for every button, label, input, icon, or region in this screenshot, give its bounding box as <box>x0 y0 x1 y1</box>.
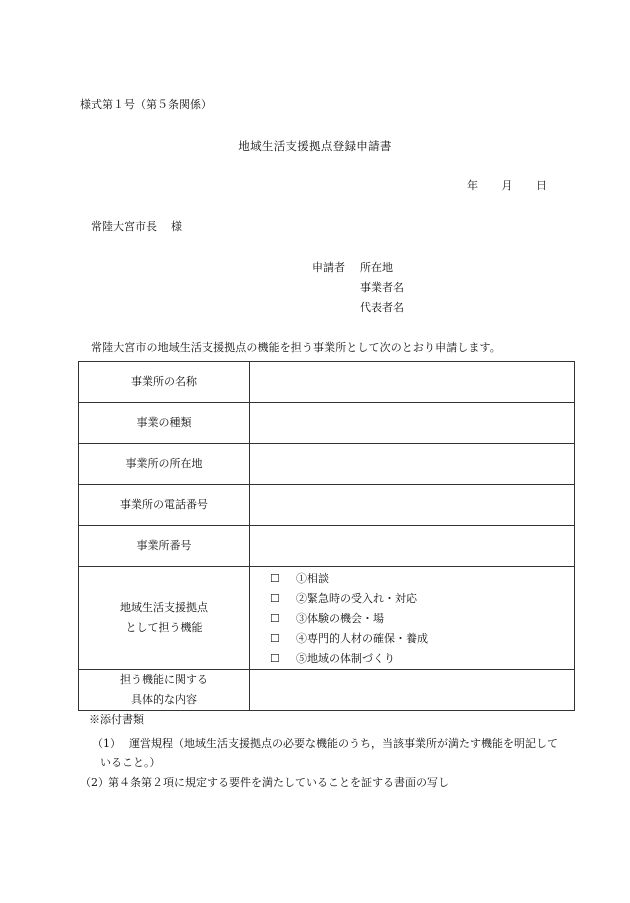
checkbox-icon[interactable]: ☐ <box>270 612 280 625</box>
function-checklist <box>250 567 574 669</box>
row-label-office-number: 事業所番号 <box>79 526 250 567</box>
phone-number-field[interactable] <box>250 485 575 526</box>
business-address-field[interactable] <box>250 444 575 485</box>
applicant-business-name-label: 事業者名 <box>360 281 404 294</box>
function-label: ③体験の機会・場 <box>296 612 384 625</box>
table-row <box>79 567 575 670</box>
checkbox-icon[interactable]: ☐ <box>270 652 280 665</box>
row-label-business-address: 事業所の所在地 <box>79 444 250 485</box>
attachment-text: 運営規程（地域生活支援拠点の必要な機能のうち，当該事業所が満たす機能を明記して <box>129 737 558 750</box>
addressee-honorific: 様 <box>171 220 182 233</box>
applicant-address-label: 所在地 <box>360 261 393 274</box>
functions-cell <box>250 567 575 670</box>
function-label: ①相談 <box>296 572 329 585</box>
row-label-business-type: 事業の種類 <box>79 403 250 444</box>
functions-label-line1: 地域生活支援拠点 <box>120 601 208 614</box>
form-number: 様式第１号（第５条関係） <box>80 98 212 111</box>
checkbox-icon[interactable]: ☐ <box>270 572 280 585</box>
details-field[interactable] <box>250 670 575 711</box>
row-label-business-name: 事業所の名称 <box>79 362 250 403</box>
table-row <box>79 485 575 526</box>
checkbox-icon[interactable]: ☐ <box>270 592 280 605</box>
addressee-name: 常陸大宮市長 <box>91 220 157 233</box>
table-row <box>79 526 575 567</box>
date-month-label: 月 <box>501 179 513 192</box>
date-line <box>467 180 547 191</box>
function-label: ⑤地域の体制づくり <box>296 652 395 665</box>
attachment-text: 第４条第２項に規定する要件を満たしていることを証する書面の写し <box>108 776 449 789</box>
function-item-community[interactable] <box>270 649 574 669</box>
attachment-item-1-continued: いること。） <box>100 756 161 769</box>
office-number-field[interactable] <box>250 526 575 567</box>
date-year-label: 年 <box>467 179 478 192</box>
row-label-phone-number: 事業所の電話番号 <box>79 485 250 526</box>
function-label: ②緊急時の受入れ・対応 <box>296 592 417 605</box>
date-day-label: 日 <box>536 179 547 192</box>
attachment-item-2 <box>80 777 449 788</box>
functions-label-line2: として担う機能 <box>125 621 203 634</box>
attachment-number: （2） <box>80 776 109 789</box>
business-type-field[interactable] <box>250 403 575 444</box>
details-label-line1: 担う機能に関する <box>120 673 208 686</box>
intro-text: 常陸大宮市の地域生活支援拠点の機能を担う事業所として次のとおり申請します。 <box>91 341 501 354</box>
function-item-consultation[interactable] <box>270 569 574 589</box>
table-row <box>79 362 575 403</box>
applicant-label: 申請者 <box>312 261 345 274</box>
row-label-details <box>79 670 250 711</box>
business-name-field[interactable] <box>250 362 575 403</box>
function-item-specialists[interactable] <box>270 629 574 649</box>
function-item-experience[interactable] <box>270 609 574 629</box>
table-row <box>79 670 575 711</box>
row-label-functions <box>79 567 250 670</box>
details-label-line2: 具体的な内容 <box>131 693 197 706</box>
table-row <box>79 403 575 444</box>
checkbox-icon[interactable]: ☐ <box>270 632 280 645</box>
application-table <box>78 361 575 711</box>
addressee <box>91 221 182 232</box>
function-label: ④専門的人材の確保・養成 <box>296 632 428 645</box>
form-title: 地域生活支援拠点登録申請書 <box>238 139 392 153</box>
table-row <box>79 444 575 485</box>
applicant-representative-label: 代表者名 <box>360 301 404 314</box>
attachment-item-1 <box>92 738 558 749</box>
function-item-emergency[interactable] <box>270 589 574 609</box>
attachments-heading: ※添付書類 <box>89 713 144 726</box>
attachment-number: （1） <box>92 737 121 750</box>
